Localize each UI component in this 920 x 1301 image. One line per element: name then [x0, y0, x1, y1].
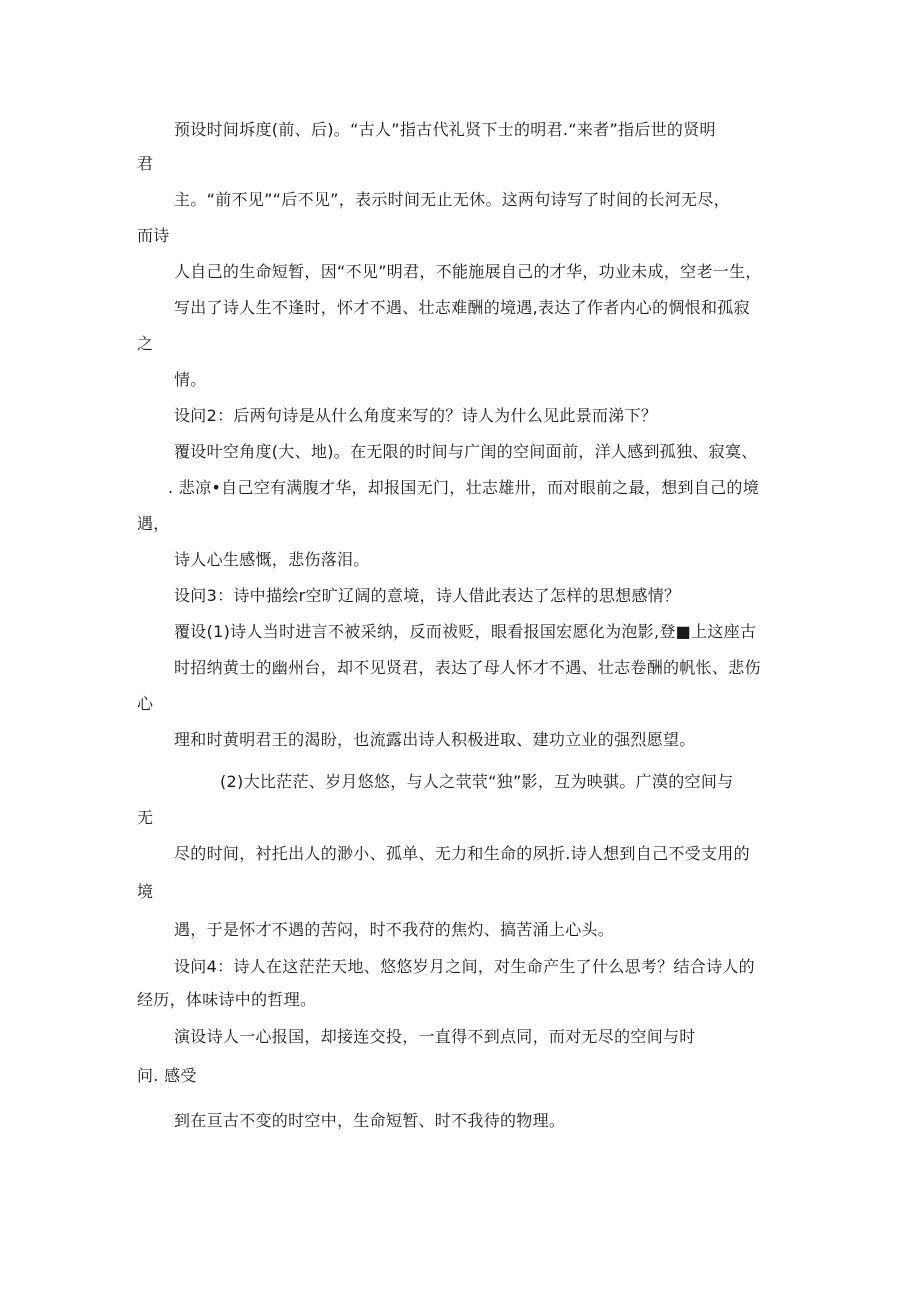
text-line: 君 — [137, 154, 154, 173]
question-line: 设问2：后两句诗是从什么角度来写的？诗人为什么见此景而涕下？ — [174, 406, 658, 425]
text-line: 到在亘古不变的时空中，生命短暂、时不我待的物理。 — [174, 1111, 566, 1130]
text-line: 经历，体味诗中的哲理。 — [137, 990, 317, 1009]
question-line: 设问4：诗人在这茫茫天地、悠悠岁月之间，对生命产生了什么思考？结合诗人的 — [174, 957, 755, 976]
text-line: . 悲凉•自己空有满腹才华，却报国无门，壮志雄卅，而对眼前之最，想到自己的境 — [168, 478, 760, 497]
text-line: 心 — [137, 694, 154, 713]
text-line: 写出了诗人生不逢时，怀才不遇、壮志难酬的境遇,表达了作者内心的惆恨和孤寂 — [174, 298, 750, 317]
text-line: 尽的时间，衬托出人的渺小、孤单、无力和生命的夙折.诗人想到自己不受支用的 — [174, 844, 750, 863]
text-line: 无 — [137, 808, 154, 827]
text-line: 而诗 — [137, 226, 170, 245]
text-line: 之 — [137, 334, 154, 353]
text-line: 覆设(1)诗人当时进言不被采纳，反而祓贬，眼看报国宏愿化为泡影,登■上这座古 — [174, 622, 757, 641]
text-line: 理和时黄明君王的渴盼，也流露出诗人积极进取、建功立业的强烈愿望。 — [174, 730, 696, 749]
text-line: 诗人心生感慨，悲伤落泪。 — [174, 550, 370, 569]
text-line: 时招纳黄士的幽州台，却不见贤君，表达了母人怀才不遇、壮志卷酬的帆怅、悲伤 — [174, 658, 761, 677]
text-line: 人自己的生命短暂，因“不见”明君，不能施展自己的才华，功业未成，空老一生， — [174, 262, 762, 281]
text-line: 主。“前不见”“后不见”，表示时间无止无休。这两句诗写了时间的长河无尽， — [174, 190, 730, 209]
text-line: 问. 感受 — [137, 1066, 197, 1085]
text-line: 覆设叶空角度(大、地)。在无限的时间与广闺的空间面前，洋人感到孤独、寂寞、 — [174, 442, 758, 461]
text-line: 演设诗人一心报国，却接连交投，一直得不到点同，而对无尽的空间与时 — [174, 1027, 696, 1046]
text-line: 遇，于是怀才不遇的苦闷，时不我苻的焦灼、搞苦涌上心头。 — [174, 920, 615, 939]
text-line: 遇， — [137, 514, 170, 533]
text-line: 境 — [137, 882, 154, 901]
text-line: (2)大比茫茫、岁月悠悠，与人之茕茕“独”影，互为映骐。广漠的空间与 — [220, 772, 734, 791]
text-line: 情。 — [174, 370, 207, 389]
question-line: 设问3：诗中描绘r空旷辽阔的意境，诗人借此表达了怎样的思想感情？ — [174, 586, 681, 605]
text-line: 预设时间坼度(前、后)。“古人”指古代礼贤下士的明君.“来者”指后世的贤明 — [174, 120, 716, 139]
